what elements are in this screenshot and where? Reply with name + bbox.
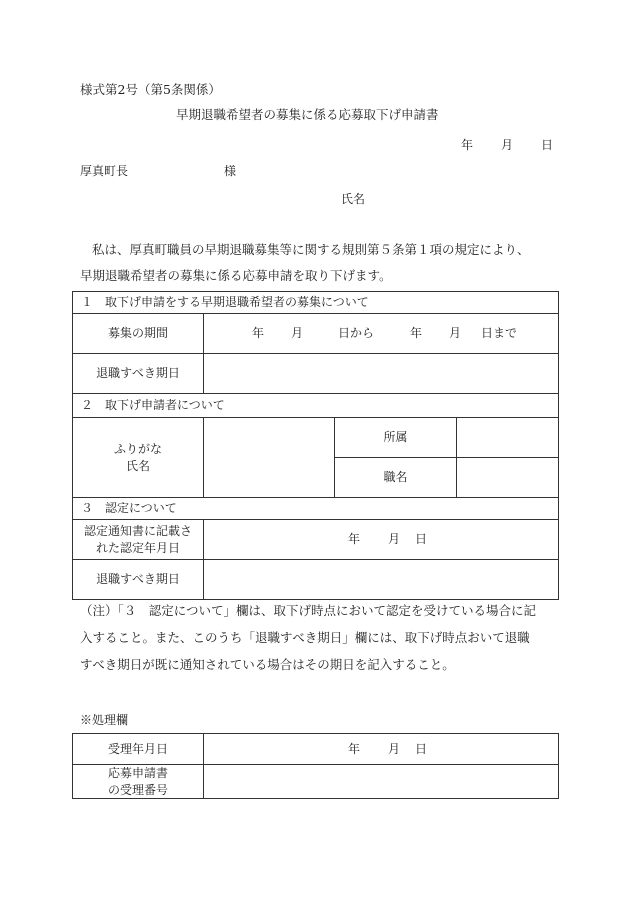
receipt-number-label-line-1: 応募申請書: [107, 766, 168, 781]
cert-month: 月: [387, 532, 400, 547]
receipt-number-field[interactable]: [204, 765, 559, 799]
furigana-name-label: [73, 418, 204, 498]
section-1-heading: １ 取下げ申請をする早期退職希望者の募集について: [73, 292, 559, 314]
statement-line-2: 早期退職希望者の募集に係る応募申請を取り下げます。: [80, 268, 392, 283]
section-2-heading: ２ 取下げ申請者について: [73, 394, 559, 418]
honorific: 様: [224, 164, 237, 178]
section-3-header-row: [73, 498, 559, 520]
document-title: 早期退職希望者の募集に係る応募取下げ申請書: [176, 107, 439, 122]
received-date-field[interactable]: [204, 734, 559, 765]
receipt-number-label: [73, 765, 204, 799]
retire-date-row-2: [73, 560, 559, 600]
received-date-row: [73, 734, 559, 765]
receipt-number-label-line-2: の受理番号: [107, 782, 168, 797]
receipt-number-row: [73, 765, 559, 799]
addressee: 厚真町長: [80, 164, 129, 178]
recruitment-period-field[interactable]: [204, 314, 559, 354]
position-field[interactable]: [457, 458, 559, 498]
department-field[interactable]: [457, 418, 559, 458]
retire-date-label-1: 退職すべき期日: [73, 354, 204, 394]
note-line-3: すべき期日が既に通知されている場合はその期日を記入すること。: [80, 657, 455, 672]
section-1-header-row: [73, 292, 559, 314]
retire-date-label-2: 退職すべき期日: [73, 560, 204, 600]
furigana-name-field[interactable]: [204, 418, 335, 498]
period-month-1: 月: [290, 326, 303, 341]
recruitment-period-row: [73, 314, 559, 354]
processing-table: [72, 733, 559, 799]
cert-year: 年: [347, 532, 360, 547]
recruitment-period-label: 募集の期間: [73, 314, 204, 354]
retire-date-field-1[interactable]: [204, 354, 559, 394]
certification-date-label-line-2: れた認定年月日: [95, 540, 180, 555]
cert-day: 日: [414, 532, 427, 547]
date-year-label: 年: [461, 138, 474, 152]
certification-date-label: [73, 520, 204, 560]
period-month-2: 月: [448, 326, 461, 341]
date-month-label: 月: [501, 138, 514, 152]
received-date-label: 受理年月日: [73, 734, 204, 765]
position-label: 職名: [335, 458, 457, 498]
withdrawal-form-table: [72, 291, 559, 600]
recv-day: 日: [414, 741, 427, 756]
note-line-2: 入すること。また、このうち「退職すべき期日」欄には、取下げ時点おいて退職: [80, 630, 530, 645]
furigana-label: ふりがな: [113, 442, 162, 457]
processing-heading: ※処理欄: [80, 713, 129, 727]
section-3-heading: ３ 認定について: [73, 498, 559, 520]
note-line-1: （注）「３ 認定について」欄は、取下げ時点において認定を受けている場合に記: [80, 603, 537, 618]
name-label: 氏名: [125, 458, 150, 473]
recv-month: 月: [387, 741, 400, 756]
retire-date-row-1: [73, 354, 559, 394]
recv-year: 年: [347, 741, 360, 756]
section-2-header-row: [73, 394, 559, 418]
statement-line-1: 私は、厚真町職員の早期退職募集等に関する規則第５条第１項の規定により、: [92, 242, 530, 257]
period-year-1: 年: [251, 326, 264, 341]
applicant-name-label: 氏名: [341, 192, 366, 206]
department-label: 所属: [335, 418, 457, 458]
certification-date-field[interactable]: [204, 520, 559, 560]
period-until: 日まで: [480, 326, 517, 341]
date-day-label: 日: [541, 138, 554, 152]
applicant-row-1: [73, 418, 559, 458]
form-number: 様式第2号（第5条関係）: [80, 82, 221, 97]
retire-date-field-2[interactable]: [204, 560, 559, 600]
certification-date-row: [73, 520, 559, 560]
period-from: 日から: [337, 326, 374, 341]
certification-date-label-line-1: 認定通知書に記載さ: [83, 524, 192, 539]
period-year-2: 年: [409, 326, 422, 341]
